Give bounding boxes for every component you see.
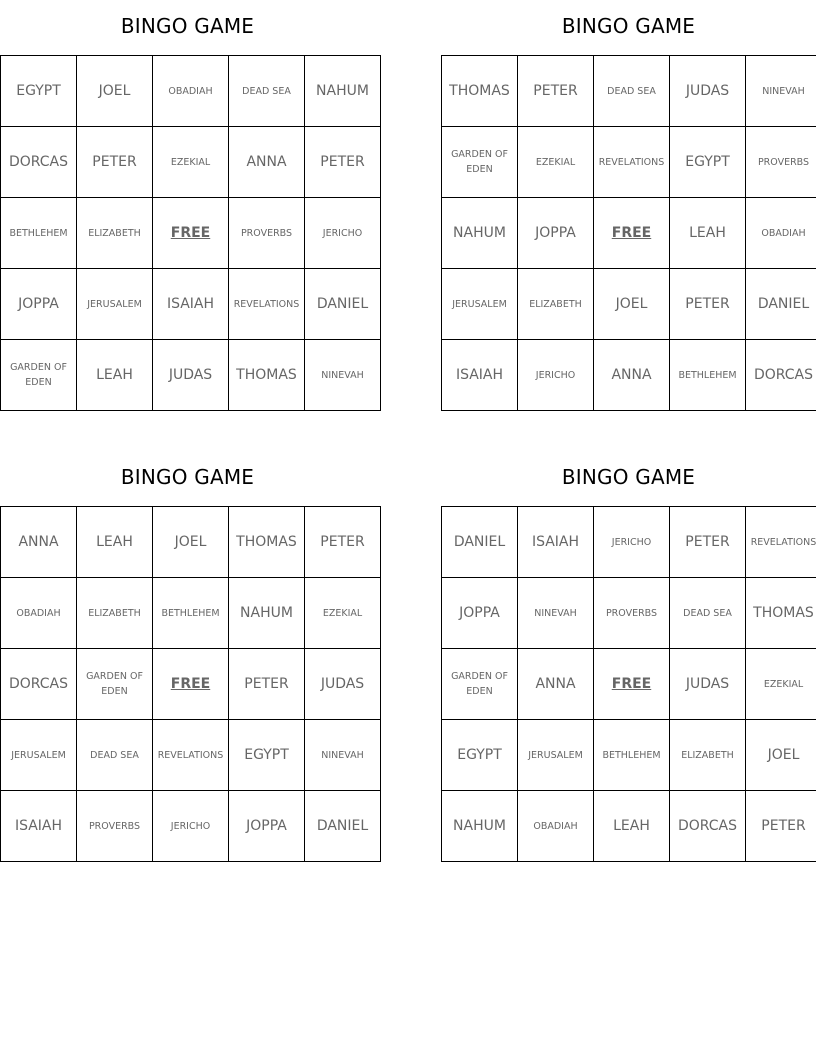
bingo-cell: GARDEN OF EDEN [1,340,77,411]
bingo-cell: PETER [229,649,305,720]
bingo-cell: DANIEL [305,269,381,340]
grid-row [442,720,816,791]
bingo-cell: JUDAS [670,649,746,720]
bingo-cell: EGYPT [442,720,518,791]
bingo-cell: JERUSALEM [1,720,77,791]
grid-row [1,127,381,198]
bingo-cell: PETER [670,269,746,340]
card-title: BINGO GAME [561,465,696,489]
bingo-cell: LEAH [670,198,746,269]
grid-row [442,507,816,578]
grid-row [1,791,381,862]
bingo-cell: PETER [305,507,381,578]
grid-row [1,720,381,791]
bingo-cell: PETER [77,127,153,198]
grid-row [442,649,816,720]
grid-row [1,507,381,578]
bingo-cell: REVELATIONS [229,269,305,340]
bingo-cell: ISAIAH [1,791,77,862]
bingo-cell: DEAD SEA [670,578,746,649]
bingo-cell: PROVERBS [746,127,816,198]
bingo-cell: DANIEL [746,269,816,340]
bingo-cell: DORCAS [1,127,77,198]
grid-row [442,791,816,862]
bingo-cell: GARDEN OF EDEN [442,649,518,720]
bingo-grid [441,506,816,862]
bingo-cell: JOEL [77,56,153,127]
bingo-cell: EGYPT [1,56,77,127]
grid-row [442,127,816,198]
bingo-cell: DORCAS [746,340,816,411]
bingo-cell: PETER [670,507,746,578]
grid-row [1,269,381,340]
bingo-cell: JOEL [594,269,670,340]
bingo-cell: ELIZABETH [670,720,746,791]
grid-row [1,340,381,411]
bingo-cell: JOPPA [518,198,594,269]
bingo-cell: EGYPT [229,720,305,791]
bingo-cell: JERUSALEM [442,269,518,340]
bingo-cell: DANIEL [305,791,381,862]
bingo-cell: ANNA [229,127,305,198]
bingo-cell: NAHUM [229,578,305,649]
bingo-cell: PROVERBS [77,791,153,862]
bingo-cell: ISAIAH [518,507,594,578]
bingo-cell: ANNA [594,340,670,411]
bingo-cell: JUDAS [153,340,229,411]
bingo-cell: ISAIAH [153,269,229,340]
bingo-cell: DEAD SEA [594,56,670,127]
bingo-cell: EZEKIAL [305,578,381,649]
bingo-cell: ELIZABETH [77,198,153,269]
bingo-grid [441,55,816,411]
bingo-cell: JOEL [746,720,816,791]
card-title: BINGO GAME [561,14,696,38]
bingo-cell: JOPPA [442,578,518,649]
bingo-cell: BETHLEHEM [153,578,229,649]
bingo-cell: ELIZABETH [77,578,153,649]
bingo-cell: EZEKIAL [153,127,229,198]
bingo-cell: LEAH [594,791,670,862]
bingo-grid [0,55,381,411]
card-title: BINGO GAME [120,14,255,38]
free-space-cell: FREE [153,198,229,269]
grid-row [1,198,381,269]
bingo-cell: DEAD SEA [77,720,153,791]
bingo-cell: EZEKIAL [518,127,594,198]
bingo-cell: PROVERBS [229,198,305,269]
bingo-cell: NAHUM [442,198,518,269]
grid-row [442,269,816,340]
bingo-cell: NINEVAH [518,578,594,649]
bingo-cell: JERICHO [518,340,594,411]
free-space-cell: FREE [153,649,229,720]
bingo-cell: ISAIAH [442,340,518,411]
bingo-cell: THOMAS [442,56,518,127]
bingo-cell: EGYPT [670,127,746,198]
bingo-cell: THOMAS [229,340,305,411]
bingo-cell: OBADIAH [153,56,229,127]
bingo-cell: ELIZABETH [518,269,594,340]
bingo-cell: BETHLEHEM [670,340,746,411]
bingo-cell: ANNA [1,507,77,578]
bingo-cell: JOPPA [229,791,305,862]
bingo-cell: BETHLEHEM [594,720,670,791]
grid-row [1,56,381,127]
bingo-cell: REVELATIONS [594,127,670,198]
bingo-cell: NAHUM [305,56,381,127]
bingo-cell: JOPPA [1,269,77,340]
bingo-cell: PROVERBS [594,578,670,649]
grid-row [442,340,816,411]
bingo-cell: PETER [746,791,816,862]
grid-row [1,649,381,720]
bingo-cell: GARDEN OF EDEN [442,127,518,198]
bingo-cell: ANNA [518,649,594,720]
bingo-cell: JERUSALEM [77,269,153,340]
bingo-cell: OBADIAH [518,791,594,862]
bingo-cell: JERICHO [153,791,229,862]
card-title: BINGO GAME [120,465,255,489]
grid-row [442,578,816,649]
bingo-cell: LEAH [77,507,153,578]
bingo-cell: GARDEN OF EDEN [77,649,153,720]
bingo-cell: DORCAS [1,649,77,720]
bingo-grid [0,506,381,862]
bingo-cell: JERUSALEM [518,720,594,791]
free-space-cell: FREE [594,649,670,720]
bingo-cell: PETER [518,56,594,127]
bingo-cell: THOMAS [229,507,305,578]
grid-row [442,56,816,127]
grid-row [1,578,381,649]
bingo-cell: REVELATIONS [746,507,816,578]
bingo-cell: PETER [305,127,381,198]
bingo-cell: DEAD SEA [229,56,305,127]
bingo-cell: NAHUM [442,791,518,862]
bingo-cell: REVELATIONS [153,720,229,791]
bingo-cell: LEAH [77,340,153,411]
bingo-cell: THOMAS [746,578,816,649]
bingo-cell: OBADIAH [1,578,77,649]
bingo-cell: EZEKIAL [746,649,816,720]
bingo-cell: JUDAS [670,56,746,127]
bingo-cell: JERICHO [305,198,381,269]
bingo-cell: BETHLEHEM [1,198,77,269]
bingo-cell: JOEL [153,507,229,578]
bingo-cell: JUDAS [305,649,381,720]
bingo-cell: NINEVAH [746,56,816,127]
bingo-cell: NINEVAH [305,720,381,791]
grid-row [442,198,816,269]
free-space-cell: FREE [594,198,670,269]
bingo-cell: JERICHO [594,507,670,578]
bingo-cell: OBADIAH [746,198,816,269]
bingo-cell: NINEVAH [305,340,381,411]
bingo-cell: DANIEL [442,507,518,578]
bingo-cell: DORCAS [670,791,746,862]
